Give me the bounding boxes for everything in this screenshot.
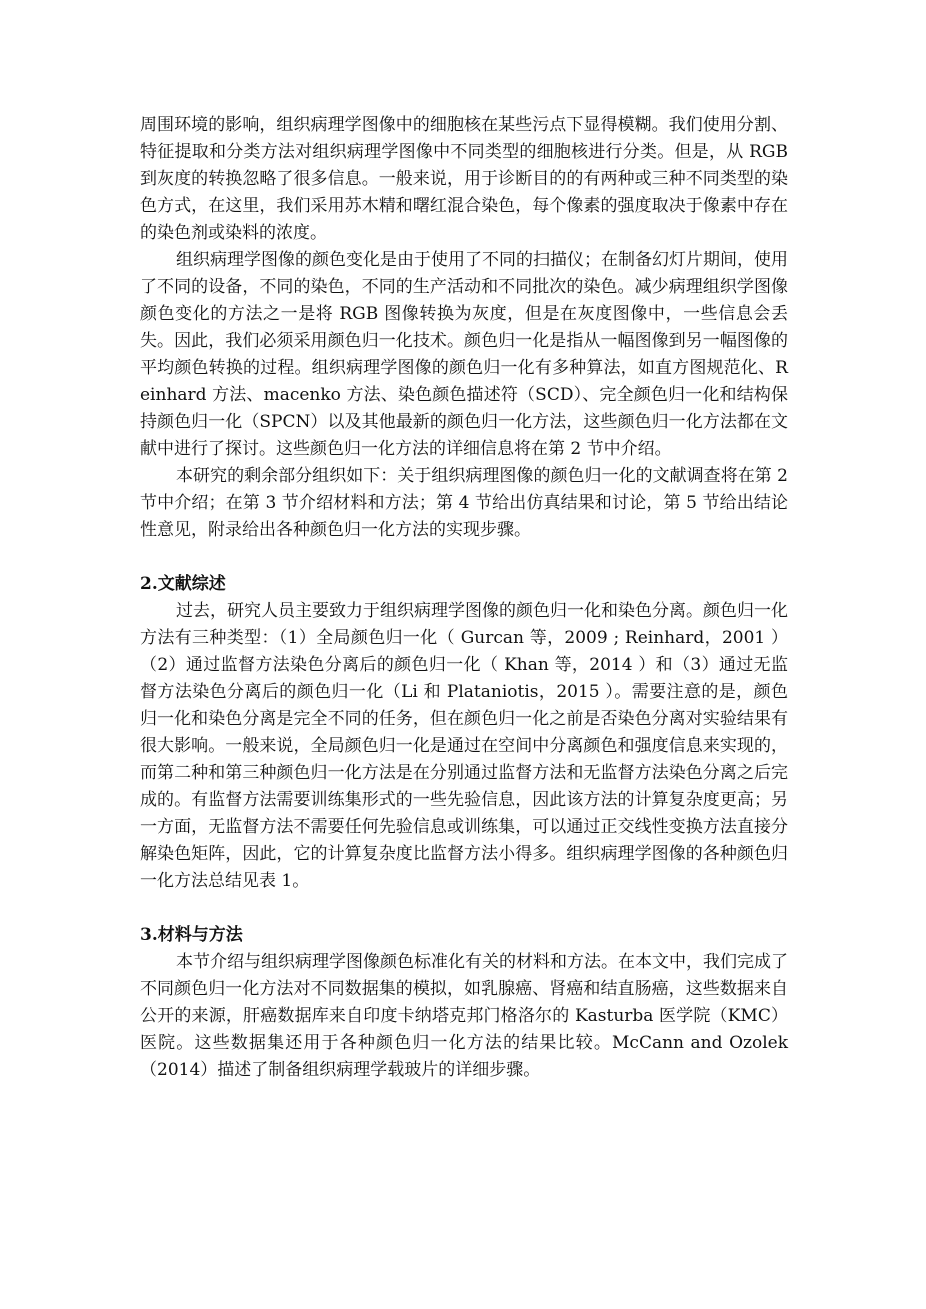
section-2-heading: 2.文献综述	[140, 574, 226, 594]
document-page	[140, 112, 788, 1084]
section-gap	[140, 895, 788, 922]
intro-paragraph-2: 组织病理学图像的颜色变化是由于使用了不同的扫描仪；在制备幻灯片期间，使用了不同的设备，不同的染色，不同的生产活动和不同批次的染色。减少病理组织学图像颜色变化的方法之一是将 RGB 图像转换为灰度，但是在灰度图像中，一些信息会丢失。因此，我们必须采用颜色归一化技术。颜色归一化是指从一幅图像到另一幅图像的平均颜色转换的过程。组织病理学图像的颜色归一化有多种算法，如直方图规范化、Reinhard 方法、macenko 方法、染色颜色描述符（SCD）、完全颜色归一化和结构保持颜色归一化（SPCN）以及其他最新的颜色归一化方法，这些颜色归一化方法都在文献中进行了探讨。这些颜色归一化方法的详细信息将在第 2 节中介绍。	[140, 250, 788, 459]
section-3-heading: 3.材料与方法	[140, 925, 243, 945]
intro-paragraph-1: 周围环境的影响，组织病理学图像中的细胞核在某些污点下显得模糊。我们使用分割、特征提取和分类方法对组织病理学图像中不同类型的细胞核进行分类。但是，从 RGB 到灰度的转换忽略了很多信息。一般来说，用于诊断目的的有两种或三种不同类型的染色方式，在这里，我们采用苏木精和曙红混合染色，每个像素的强度取决于像素中存在的染色剂或染料的浓度。	[140, 115, 788, 243]
section-gap	[140, 544, 788, 571]
section-2-paragraph-1: 过去，研究人员主要致力于组织病理学图像的颜色归一化和染色分离。颜色归一化方法有三种类型：（1）全局颜色归一化（ Gurcan 等，2009 ; Reinhard，2001 ）（2）通过监督方法染色分离后的颜色归一化（ Khan 等，2014 ）和（3）通过无监督方法染色分离后的颜色归一化（Li 和 Plataniotis，2015 ）。需要注意的是，颜色归一化和染色分离是完全不同的任务，但在颜色归一化之前是否染色分离对实验结果有很大影响。一般来说，全局颜色归一化是通过在空间中分离颜色和强度信息来实现的，而第二种和第三种颜色归一化方法是在分别通过监督方法和无监督方法染色分离之后完成的。有监督方法需要训练集形式的一些先验信息，因此该方法的计算复杂度更高；另一方面，无监督方法不需要任何先验信息或训练集，可以通过正交线性变换方法直接分解染色矩阵，因此，它的计算复杂度比监督方法小得多。组织病理学图像的各种颜色归一化方法总结见表 1。	[140, 601, 788, 891]
intro-paragraph-3: 本研究的剩余部分组织如下：关于组织病理图像的颜色归一化的文献调查将在第 2 节中介绍；在第 3 节介绍材料和方法；第 4 节给出仿真结果和讨论，第 5 节给出结论性意见，附录给出各种颜色归一化方法的实现步骤。	[140, 466, 788, 540]
section-3-paragraph-1: 本节介绍与组织病理学图像颜色标准化有关的材料和方法。在本文中，我们完成了不同颜色归一化方法对不同数据集的模拟，如乳腺癌、肾癌和结直肠癌，这些数据来自公开的来源，肝癌数据库来自印度卡纳塔克邦门格洛尔的 Kasturba 医学院（KMC）医院。这些数据集还用于各种颜色归一化方法的结果比较。McCann and Ozolek （2014）描述了制备组织病理学载玻片的详细步骤。	[140, 952, 788, 1080]
